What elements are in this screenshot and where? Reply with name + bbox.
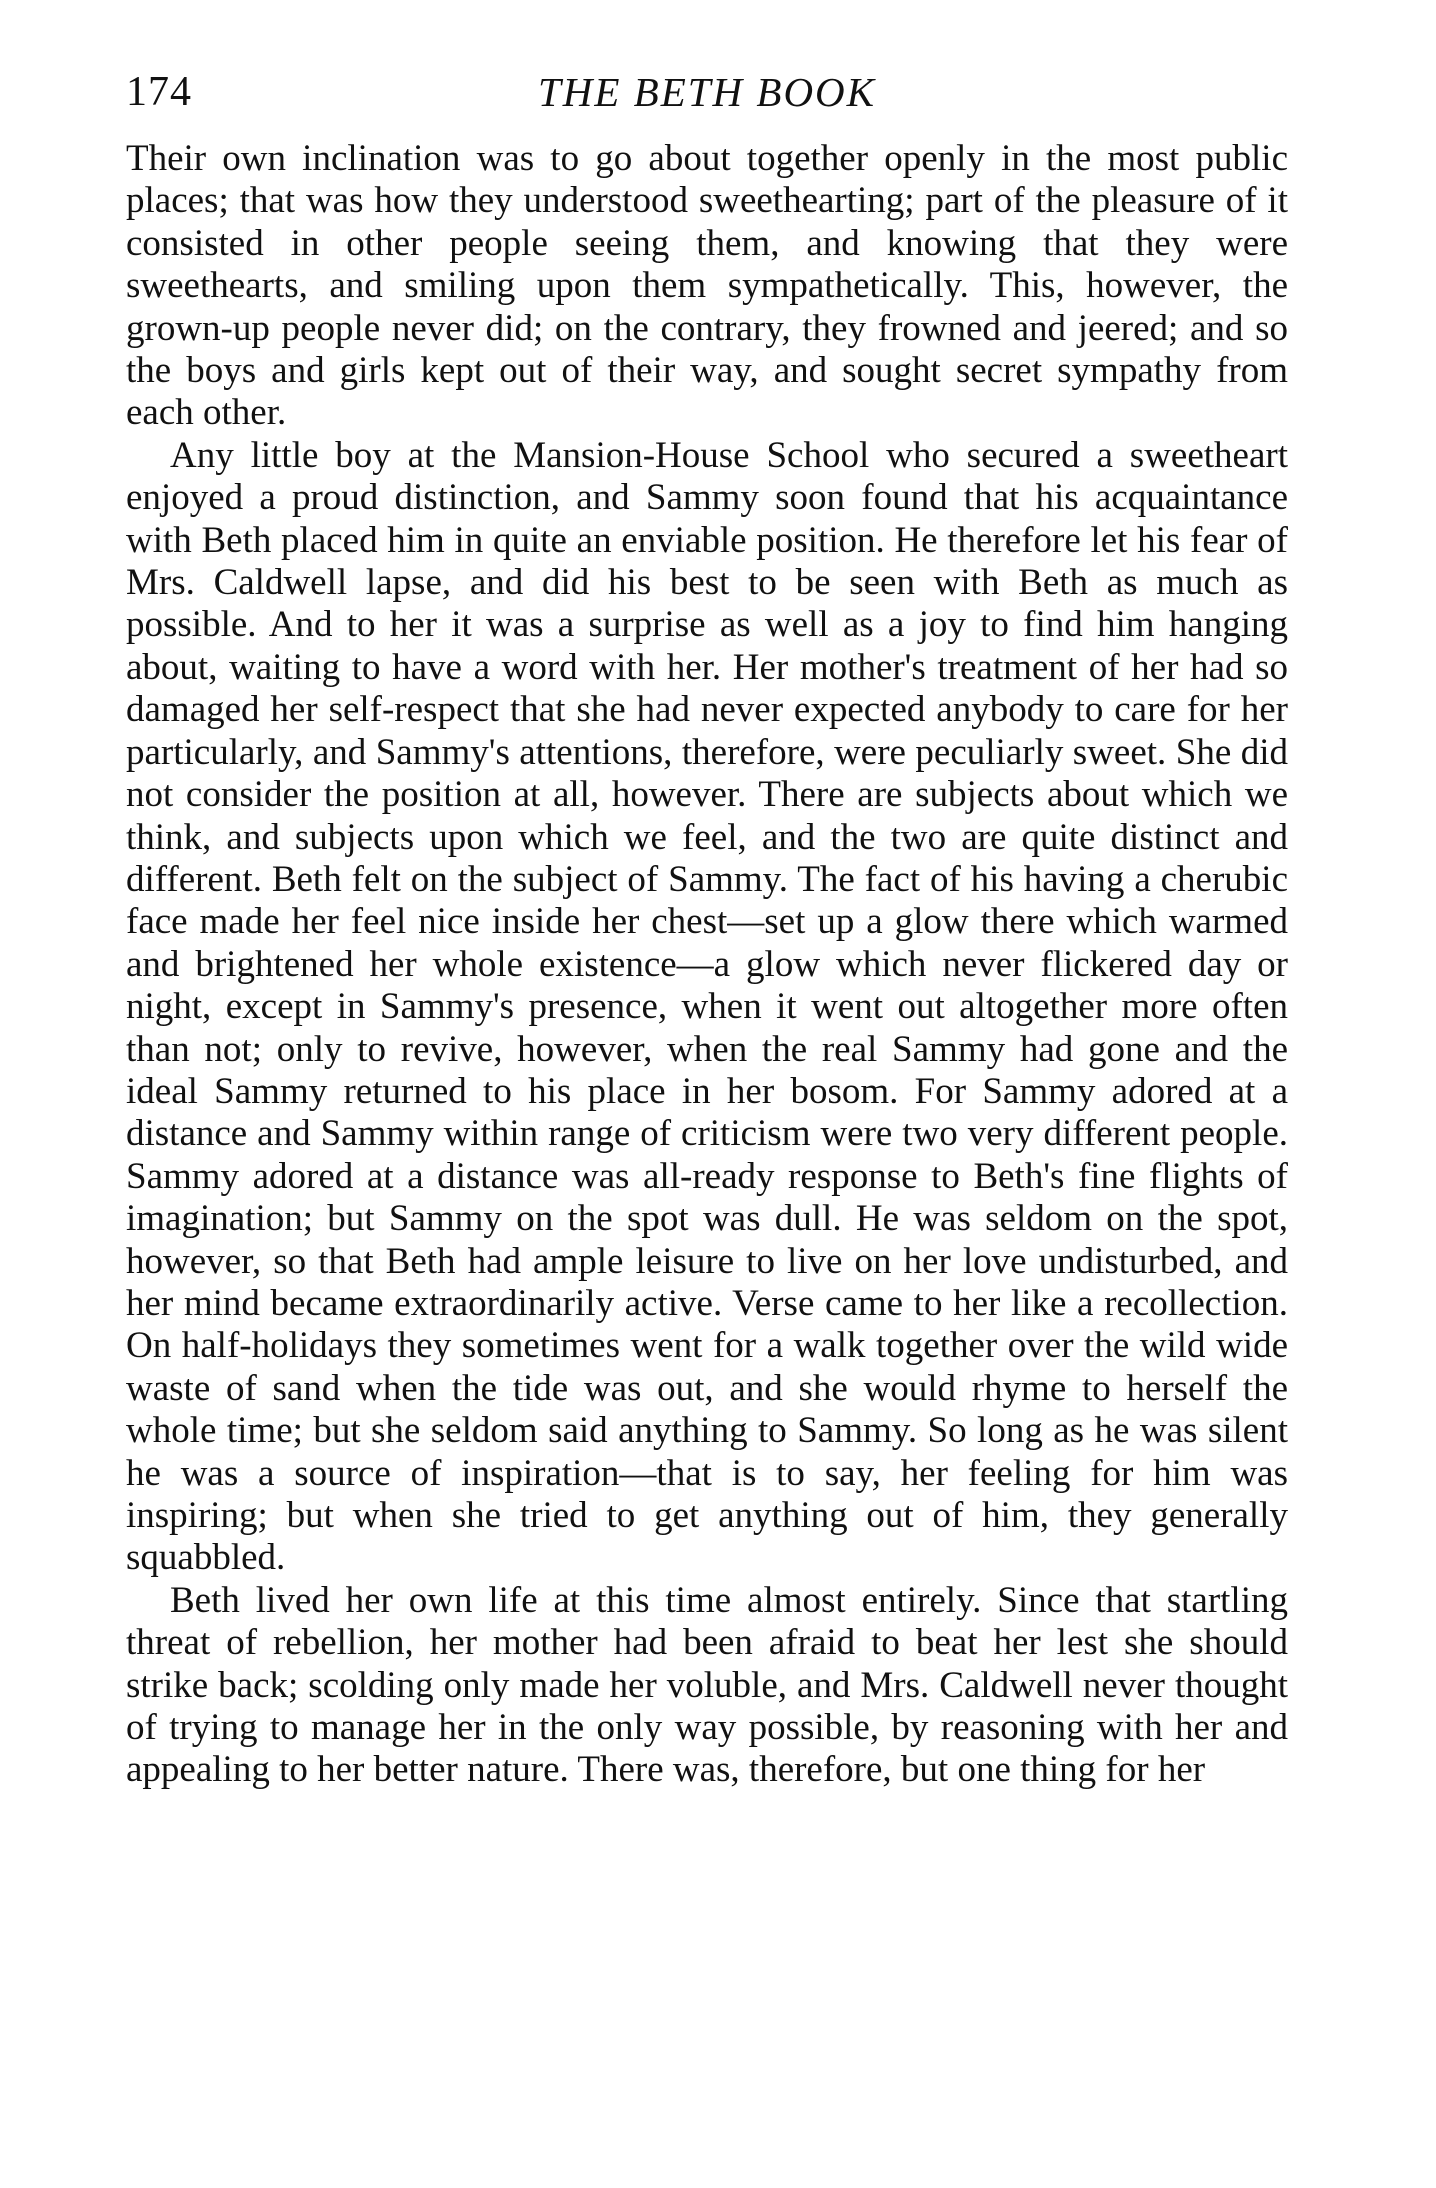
book-page (126, 62, 1288, 1792)
paragraph: Beth lived her own life at this time almost entirely. Since that startling threat of rebellion, her mother had been afraid to beat her lest she should strike back; scolding only made her voluble, and Mrs. Caldwell never thought of trying to manage her in the only way possible, by reasoning with her and appealing to her better nature. There was, therefore, but one thing for her (126, 1579, 1288, 1791)
page-header (126, 62, 1288, 132)
paragraph: Their own inclination was to go about together openly in the most public places; that was how they understood sweethearting; part of the pleasure of it consisted in other people seeing them, and knowing that they were sweethearts, and smiling upon them sympathetically. This, however, the grown-up people never did; on the contrary, they frowned and jeered; and so the boys and girls kept out of their way, and sought secret sympathy from each other. (126, 138, 1288, 434)
page-number: 174 (126, 69, 192, 115)
running-head: THE BETH BOOK (537, 69, 877, 115)
body-text (126, 138, 1288, 1792)
paragraph: Any little boy at the Mansion-House School who secured a sweetheart enjoyed a proud distinction, and Sammy soon found that his acquaintance with Beth placed him in quite an enviable position. He therefore let his fear of Mrs. Caldwell lapse, and did his best to be seen with Beth as much as possible. And to her it was a surprise as well as a joy to find him hanging about, waiting to have a word with her. Her mother's treatment of her had so damaged her self-respect that she had never expected anybody to care for her particularly, and Sammy's attentions, therefore, were peculiarly sweet. She did not consider the position at all, however. There are subjects about which we think, and subjects upon which we feel, and the two are quite distinct and different. Beth felt on the subject of Sammy. The fact of his having a cherubic face made her feel nice inside her chest—set up a glow there which warmed and brightened her whole existence—a glow which never flickered day or night, except in Sammy's presence, when it went out altogether more often than not; only to revive, however, when the real Sammy had gone and the ideal Sammy returned to his place in her bosom. For Sammy adored at a distance and Sammy within range of criticism were two very different people. Sammy adored at a distance was all-ready response to Beth's fine flights of imagination; but Sammy on the spot was dull. He was seldom on the spot, however, so that Beth had ample leisure to live on her love undisturbed, and her mind became extraordinarily active. Verse came to her like a recollection. On half-holidays they sometimes went for a walk together over the wild wide waste of sand when the tide was out, and she would rhyme to herself the whole time; but she seldom said anything to Sammy. So long as he was silent he was a source of inspiration—that is to say, her feeling for him was inspiring; but when she tried to get anything out of him, they generally squabbled. (126, 434, 1288, 1579)
